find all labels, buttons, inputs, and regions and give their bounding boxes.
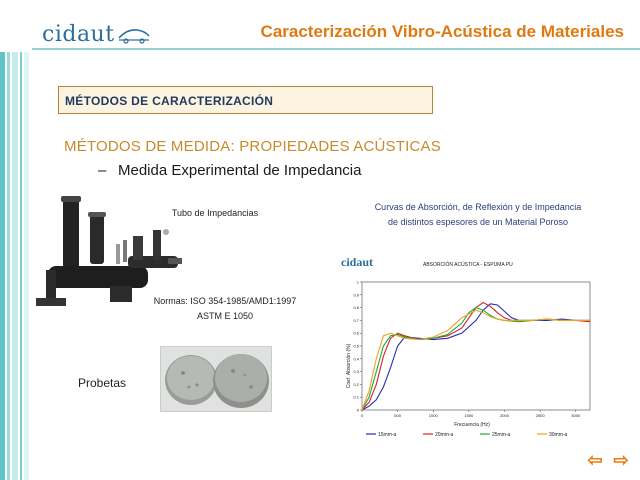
slide-title: Caracterización Vibro-Acústica de Materiales [260, 22, 624, 41]
y-tick-label: 0.1 [353, 394, 359, 400]
section-header-box [58, 86, 433, 114]
bullet-dash: – [98, 162, 107, 179]
next-arrow-icon[interactable]: ⇨ [613, 450, 629, 470]
foam-samples-drawing [161, 347, 273, 413]
y-tick-label: 0.8 [353, 305, 359, 311]
car-logo-icon [117, 26, 151, 44]
absorption-chart [338, 252, 600, 448]
prev-arrow-icon[interactable]: ⇦ [587, 450, 603, 470]
chart-caption-line-1: Curvas de Absorción, de Reflexión y de Impedancia [374, 202, 582, 212]
x-tick-label: 2500 [535, 413, 545, 418]
x-tick-label: 0 [360, 413, 364, 418]
x-tick-label: 1000 [428, 413, 438, 418]
foam-samples-image [160, 346, 272, 412]
y-tick-label: 0.7 [353, 317, 359, 323]
chart-caption-line-2: de distintos espesores de un Material Poroso [387, 217, 569, 227]
legend-label: 30mm-a [549, 431, 568, 438]
y-tick-label: 0.2 [353, 381, 359, 387]
chart-x-label: Frecuencia (Hz) [454, 422, 490, 428]
bullet-item [98, 162, 361, 179]
y-tick-label: 1 [356, 279, 359, 285]
chart-title: ABSORCIÓN ACÚSTICA - ESPUMA PU [423, 262, 513, 268]
legend-label: 15mm-a [378, 431, 397, 438]
x-tick-label: 1500 [464, 413, 474, 418]
legend-label: 25mm-a [492, 431, 511, 438]
y-tick-label: 0.5 [353, 343, 359, 349]
tube-caption: Tubo de Impedancias [171, 208, 259, 218]
chart-plot-area [362, 282, 590, 410]
x-tick-label: 2000 [500, 413, 509, 418]
bullet-text: Medida Experimental de Impedancia [118, 162, 362, 179]
norms-line-1: Normas: ISO 354-1985/AMD1:1997 [153, 296, 297, 306]
x-tick-label: 3000 [571, 413, 581, 418]
legend-label: 20mm-a [435, 431, 454, 438]
header-divider [32, 48, 640, 50]
y-tick-label: 0.3 [353, 369, 359, 375]
y-tick-label: 0.6 [353, 330, 359, 336]
y-tick-label: 0.4 [353, 356, 359, 362]
section-label: MÉTODOS DE CARACTERIZACIÓN [65, 94, 274, 108]
norms-line-2: ASTM E 1050 [196, 311, 254, 321]
y-tick-label: 0.9 [353, 292, 359, 298]
chart-y-label: Coef. Absorción (%) [346, 343, 352, 389]
y-tick-label: 0 [356, 407, 359, 413]
probetas-label: Probetas [78, 376, 127, 390]
subtitle: MÉTODOS DE MEDIDA: PROPIEDADES ACÚSTICAS [64, 138, 441, 155]
cidaut-logo: cidaut [42, 22, 115, 47]
x-tick-label: 500 [394, 413, 401, 418]
nav-controls [583, 449, 637, 471]
chart-logo: cidaut [341, 255, 374, 269]
